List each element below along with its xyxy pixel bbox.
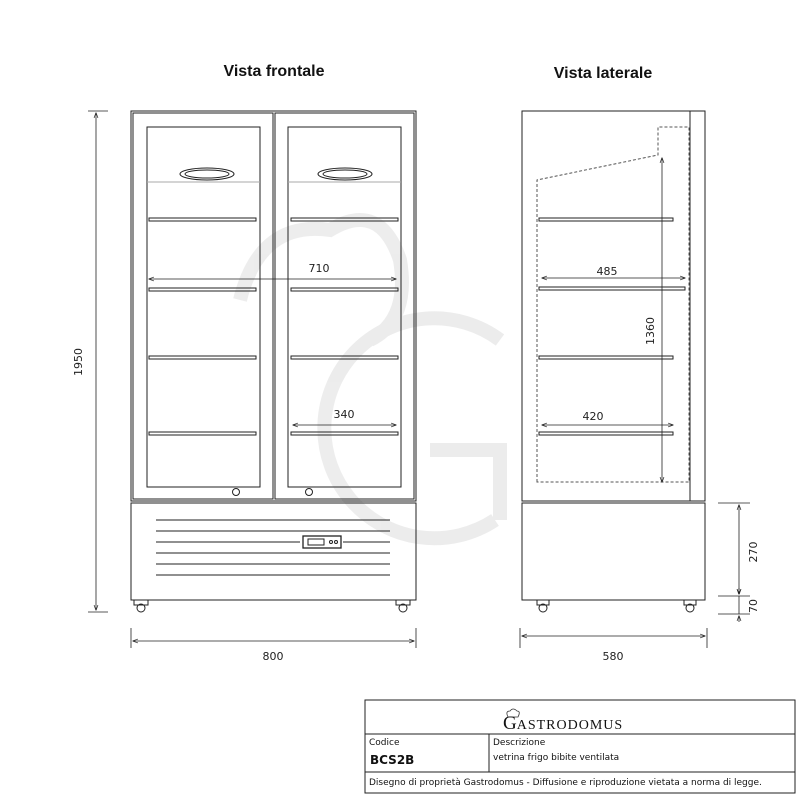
- watermark-logo: [240, 220, 500, 538]
- side-view-title: Vista laterale: [553, 65, 653, 82]
- dim-inner-height: 1360: [644, 317, 657, 345]
- side-feet: [537, 600, 696, 612]
- front-view-title: Vista frontale: [223, 63, 325, 80]
- dim-inner-depth: 485: [596, 265, 618, 278]
- door-lock-left: [233, 489, 240, 496]
- front-feet: [134, 600, 410, 612]
- front-dimensions: [88, 111, 416, 648]
- footer-notice: Disegno di proprietà Gastrodomus - Diffusione e riproduzione vietata a norma di legge.: [369, 778, 762, 788]
- dim-shelf-width: 340: [333, 408, 355, 421]
- side-dimensions: [520, 158, 750, 648]
- dim-total-depth: 580: [602, 650, 624, 663]
- description-label: Descrizione: [493, 738, 546, 748]
- dim-inner-width: 710: [308, 262, 330, 275]
- side-view: [522, 111, 705, 612]
- dim-total-height: 1950: [72, 348, 85, 376]
- brand-logo: GASTRODOMUS: [503, 713, 624, 734]
- description-value: vetrina frigo bibite ventilata: [493, 753, 620, 763]
- side-door-profile: [690, 111, 705, 501]
- dim-total-width: 800: [262, 650, 284, 663]
- base-vent-grille: [156, 520, 390, 575]
- control-panel: [303, 536, 341, 548]
- dim-base-height: 270: [747, 541, 760, 563]
- side-inner-outline: [537, 127, 689, 482]
- side-shelves: [539, 218, 685, 435]
- code-label: Codice: [369, 738, 400, 748]
- front-right-glass: [288, 127, 401, 487]
- front-left-door: [133, 113, 273, 499]
- front-view: [131, 111, 416, 612]
- door-lock-right: [306, 489, 313, 496]
- code-value: BCS2B: [370, 753, 415, 767]
- front-left-glass: [147, 127, 260, 487]
- side-base: [522, 503, 705, 600]
- dim-shelf-depth: 420: [582, 410, 604, 423]
- dim-feet-height: 70: [747, 599, 760, 613]
- side-cabinet: [522, 111, 690, 501]
